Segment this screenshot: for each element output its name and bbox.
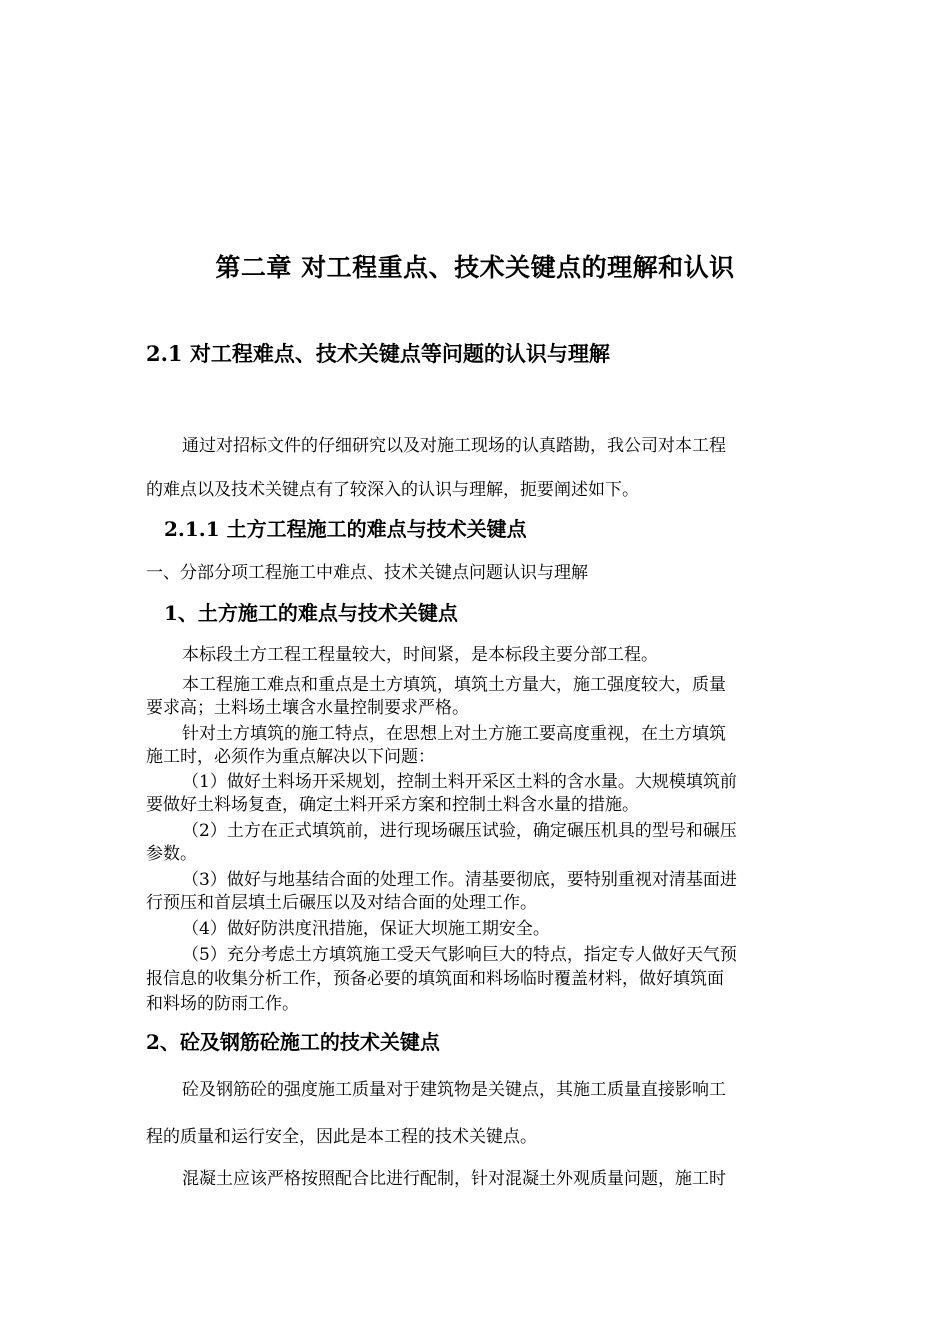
concrete-p2: 混凝土应该严格按照配合比进行配制，针对混凝土外观质量问题，施工时 bbox=[182, 1169, 726, 1189]
earthwork-p1: 本标段土方工程工程量较大，时间紧，是本标段主要分部工程。 bbox=[182, 645, 658, 665]
earthwork-p3-line1: 针对土方填筑的施工特点，在思想上对土方施工要高度重视，在土方填筑 bbox=[182, 724, 726, 744]
earthwork-item1-line2: 要做好土料场复查，确定土料开采方案和控制土料含水量的措施。 bbox=[146, 795, 639, 815]
subsection-title: 2.1.1 土方工程施工的难点与技术关键点 bbox=[164, 517, 527, 541]
earthwork-item5-line3: 和料场的防雨工作。 bbox=[146, 994, 299, 1014]
earthwork-p3-line2: 施工时，必须作为重点解决以下问题： bbox=[146, 747, 435, 767]
earthwork-item2-line1: （2）土方在正式填筑前，进行现场碾压试验，确定碾压机具的型号和碾压 bbox=[182, 821, 737, 841]
intro-line-2: 的难点以及技术关键点有了较深入的认识与理解，扼要阐述如下。 bbox=[146, 480, 639, 500]
earthwork-item3-line1: （3）做好与地基结合面的处理工作。清基要彻底，要特别重视对清基面进 bbox=[182, 870, 737, 890]
concrete-p1-line1: 砼及钢筋砼的强度施工质量对于建筑物是关键点，其施工质量直接影响工 bbox=[182, 1080, 726, 1100]
earthwork-item5-line1: （5）充分考虑土方填筑施工受天气影响巨大的特点，指定专人做好天气预 bbox=[182, 945, 737, 965]
earthwork-item2-line2: 参数。 bbox=[146, 844, 197, 864]
earthwork-item5-line2: 报信息的收集分析工作，预备必要的填筑面和料场临时覆盖材料，做好填筑面 bbox=[146, 969, 724, 989]
part-title: 一、分部分项工程施工中难点、技术关键点问题认识与理解 bbox=[146, 563, 588, 583]
earthwork-item1-line1: （1）做好土料场开采规划，控制土料开采区土料的含水量。大规模填筑前 bbox=[182, 772, 737, 792]
earthwork-item4: （4）做好防洪度汛措施，保证大坝施工期安全。 bbox=[182, 919, 550, 939]
earthwork-p2-line2: 要求高；土料场土壤含水量控制要求严格。 bbox=[146, 698, 469, 718]
concrete-p1-line2: 程的质量和运行安全，因此是本工程的技术关键点。 bbox=[146, 1127, 537, 1147]
chapter-title: 第二章 对工程重点、技术关键点的理解和认识 bbox=[215, 253, 735, 282]
earthwork-item3-line2: 行预压和首层填土后碾压以及对结合面的处理工作。 bbox=[146, 893, 537, 913]
concrete-heading: 2、砼及钢筋砼施工的技术关键点 bbox=[146, 1030, 440, 1054]
intro-line-1: 通过对招标文件的仔细研究以及对施工现场的认真踏勘，我公司对本工程 bbox=[182, 436, 726, 456]
earthwork-p2-line1: 本工程施工难点和重点是土方填筑，填筑土方量大，施工强度较大，质量 bbox=[182, 675, 726, 695]
section-title: 2.1 对工程难点、技术关键点等问题的认识与理解 bbox=[146, 341, 610, 366]
earthwork-heading: 1、土方施工的难点与技术关键点 bbox=[164, 601, 458, 625]
